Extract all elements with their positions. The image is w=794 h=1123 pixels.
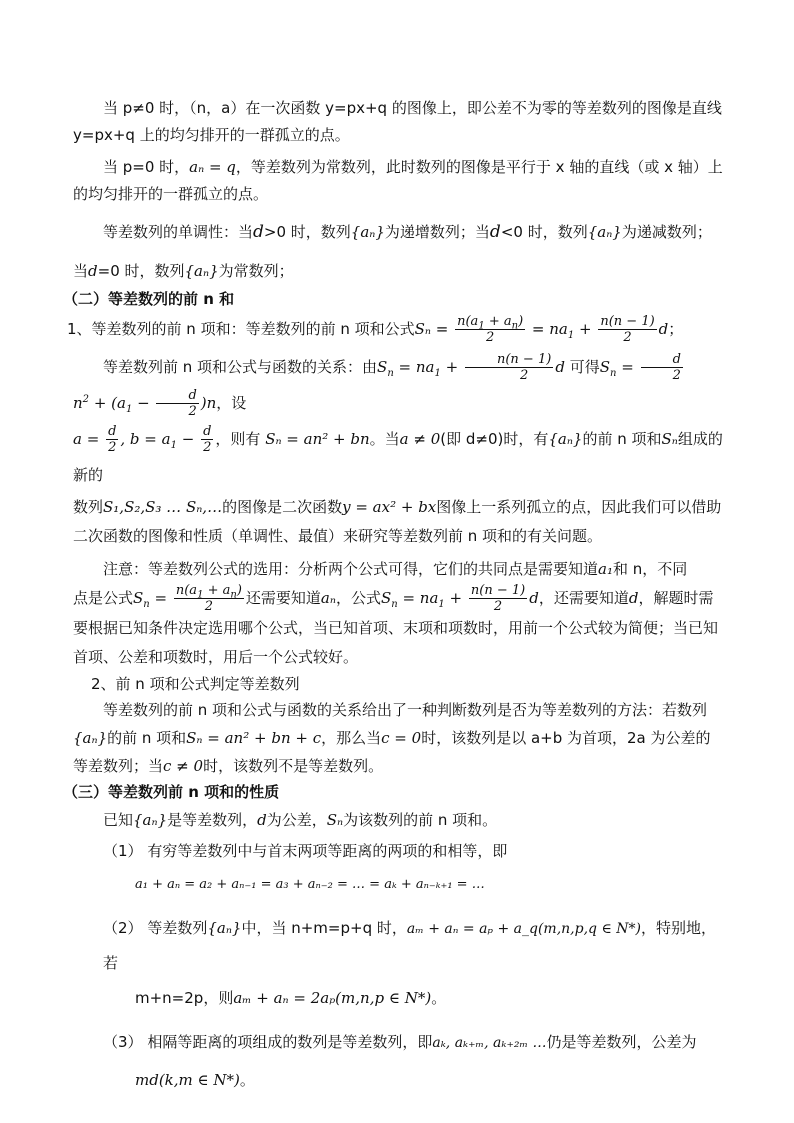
paragraph-sum-function: 等差数列前 n 项和公式与函数的关系：由$S_n = na_1$ + $\frac{n(n - 1)}{2}$ d 可得$S_n$ = $\frac{d}{2}$ $n^2 + (a_1$ − $\frac{d}{2}$ )n，设 <box>73 352 681 419</box>
section-heading-3: （三）等差数列前 n 项和的性质 <box>63 783 280 801</box>
paragraph-quadratic: 数列S₁,S₂,S₃ … Sₙ,…的图像是二次函数y = ax² + bx图像上一系列孤立的点，因此我们可以借助二次函数的图像和性质（单调性、最值）来研究等差数列前 n 项和的有关问题。 <box>73 498 722 545</box>
property-item-1: （1） 有穷等差数列中与首末两项等距离的两项的和相等，即 <box>103 842 508 860</box>
formula-symmetric-sum: a₁ + aₙ = a₂ + aₙ₋₁ = a₃ + aₙ₋₂ = … = aₖ + aₙ₋ₖ₊₁ = … <box>135 877 485 892</box>
property-item-3: （3） 相隔等距离的项组成的数列是等差数列，即aₖ, aₖ₊ₘ, aₖ₊₂ₘ …仍是等差数列，公差为 <box>103 1033 697 1051</box>
section-heading-2: （二）等差数列的前 n 和 <box>63 290 235 308</box>
paragraph-set-ab: a = $\frac{d}{2}$ , $b = a_1$ − $\frac{d}{2}$ ，则有 Sₙ = an² + bn。当a ≠ 0(即 d≠0)时，有{aₙ}的前 n 项和Sₙ组成的新的 <box>73 424 723 484</box>
property-item-2: （2） 等差数列{aₙ}中，当 n+m=p+q 时，aₘ + aₙ = aₚ + a_q(m,n,p,q ∈ N*)，特别地，若 <box>103 919 716 972</box>
paragraph-note-cont: 点是公式$S_n$ = $\frac{n(a_1 + a_n)}{2}$ 还需要知道aₙ，公式$S_n = na_1$ + $\frac{n(n - 1)}{2}$ d，还需要知道d，解题时需要根据已知条件决定选用哪个公式，当已知首项、末项和项数时，用前一个公式较为简便；当已知首项、公差和项数时，用后一个公式较好。 <box>73 583 719 666</box>
paragraph-known: 已知{aₙ}是等差数列，d为公差，Sₙ为该数列的前 n 项和。 <box>103 811 498 829</box>
document-body <box>63 95 723 1100</box>
paragraph-p-zero: 当 p=0 时，aₙ = q，等差数列为常数列，此时数列的图像是平行于 x 轴的直线（或 x 轴）上的均匀排开的一群孤立的点。 <box>73 158 723 203</box>
formula-an-eq-q: aₙ = q <box>189 158 236 176</box>
property-item-2-cont: m+n=2p，则aₘ + aₙ = 2aₚ(m,n,p ∈ N*)。 <box>135 989 447 1007</box>
subheading-judge: 2、前 n 项和公式判定等差数列 <box>91 675 300 693</box>
paragraph-monotonicity: 等差数列的单调性：当d>0 时，数列{aₙ}为递增数列；当d<0 时，数列{aₙ}为递减数列； <box>103 222 712 242</box>
paragraph-judge: 等差数列的前 n 项和公式与函数的关系给出了一种判断数列是否为等差数列的方法：若数列{aₙ}的前 n 项和Sₙ = an² + bn + c，那么当c = 0时，该数列是以 a+b 为首项，2a 为公差的等差数列；当c ≠ 0时，该数列不是等差数列。 <box>73 701 711 775</box>
paragraph-constant: 当d=0 时，数列{aₙ}为常数列； <box>73 262 294 280</box>
paragraph-sum-formula: 1、等差数列的前 n 项和：等差数列的前 n 项和公式Sₙ = $\frac{n(a_1 + a_n)}{2}$ = $na_1$ + $\frac{n(n - 1)}{2}$ d； <box>67 314 684 345</box>
paragraph-note: 注意：等差数列公式的选用：分析两个公式可得，它们的共同点是需要知道a₁和 n，不同 <box>103 560 688 578</box>
fraction-sum-formula: $\frac{n(a_1 + a_n)}{2}$ <box>457 314 524 345</box>
paragraph-p-nonzero: 当 p≠0 时，（n，a）在一次函数 y=px+q 的图像上，即公差不为零的等差数列的图像是直线 y=px+q 上的均匀排开的一群孤立的点。 <box>73 99 722 144</box>
property-item-3-cont: md(k,m ∈ N*)。 <box>135 1071 255 1089</box>
